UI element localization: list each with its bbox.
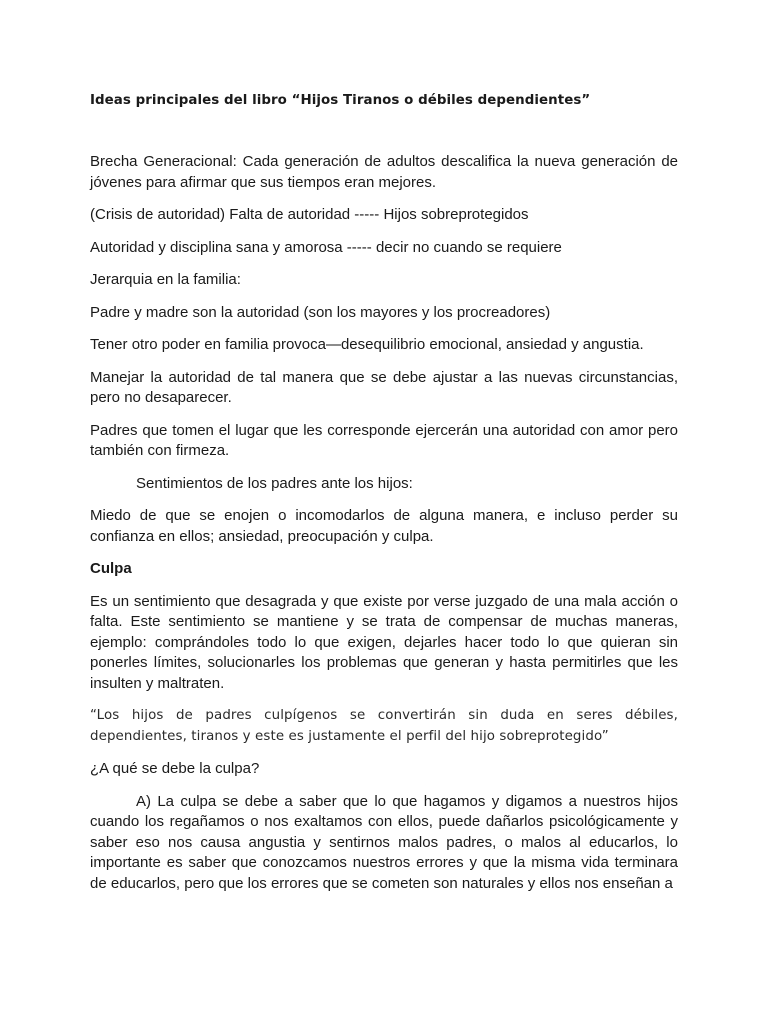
paragraph-jerarquia: Jerarquia en la familia:	[90, 271, 241, 288]
document-body	[90, 152, 678, 906]
paragraph-brecha-generacional: Brecha Generacional: Cada generación de adultos descalifica la nueva generación de jóvenes para afirmar que sus tiempos eran mejores.	[90, 153, 678, 191]
paragraph-otro-poder: Tener otro poder en familia provoca—desequilibrio emocional, ansiedad y angustia.	[90, 336, 644, 353]
paragraph-sentimientos: Sentimientos de los padres ante los hijos:	[136, 474, 413, 492]
paragraph-autoridad-disciplina: Autoridad y disciplina sana y amorosa ----- decir no cuando se requiere	[90, 238, 562, 256]
paragraph-padre-madre: Padre y madre son la autoridad (son los mayores y los procreadores)	[90, 303, 551, 321]
paragraph-miedo: Miedo de que se enojen o incomodarlos de alguna manera, e incluso perder su confianza en ellos; ansiedad, preocupación y culpa.	[90, 507, 678, 545]
document-title: Ideas principales del libro “Hijos Tiranos o débiles dependientes”	[90, 93, 591, 108]
paragraph-pregunta-culpa: ¿A qué se debe la culpa?	[90, 760, 260, 777]
paragraph-manejar-autoridad: Manejar la autoridad de tal manera que se debe ajustar a las nuevas circunstancias, pero no desaparecer.	[90, 368, 678, 406]
section-heading-culpa: Culpa	[90, 560, 132, 577]
paragraph-crisis-autoridad: (Crisis de autoridad) Falta de autoridad ----- Hijos sobreprotegidos	[90, 206, 529, 223]
paragraph-respuesta-a: A) La culpa se debe a saber que lo que hagamos y digamos a nuestros hijos cuando los regañamos o nos exaltamos con ellos, puede dañarlos psicológicamente y saber eso nos causa angustia y sentirnos malos padres, o malos al educarlos, lo importante es saber que conozcamos nuestros errores y que la misma vida terminara de educarlos, pero que los errores que se cometen son naturales y ellos nos enseñan a	[90, 792, 678, 892]
quote-hijos-culpigenos: “Los hijos de padres culpígenos se convertirán sin duda en seres débiles, dependientes, tiranos y este es justamente el perfil del hijo sobreprotegido”	[90, 708, 678, 744]
paragraph-sentimiento-culpa: Es un sentimiento que desagrada y que existe por verse juzgado de una mala acción o falta. Este sentimiento se mantiene y se trata de compensar de muchas maneras, ejemplo: comprándoles todo lo que exigen, dejarles hacer todo lo que quieran sin ponerles límites, solucionarles los problemas que generan y hasta permitirles que les insulten y maltraten.	[90, 592, 678, 692]
paragraph-padres-lugar: Padres que tomen el lugar que les corresponde ejercerán una autoridad con amor pero también con firmeza.	[90, 421, 678, 459]
